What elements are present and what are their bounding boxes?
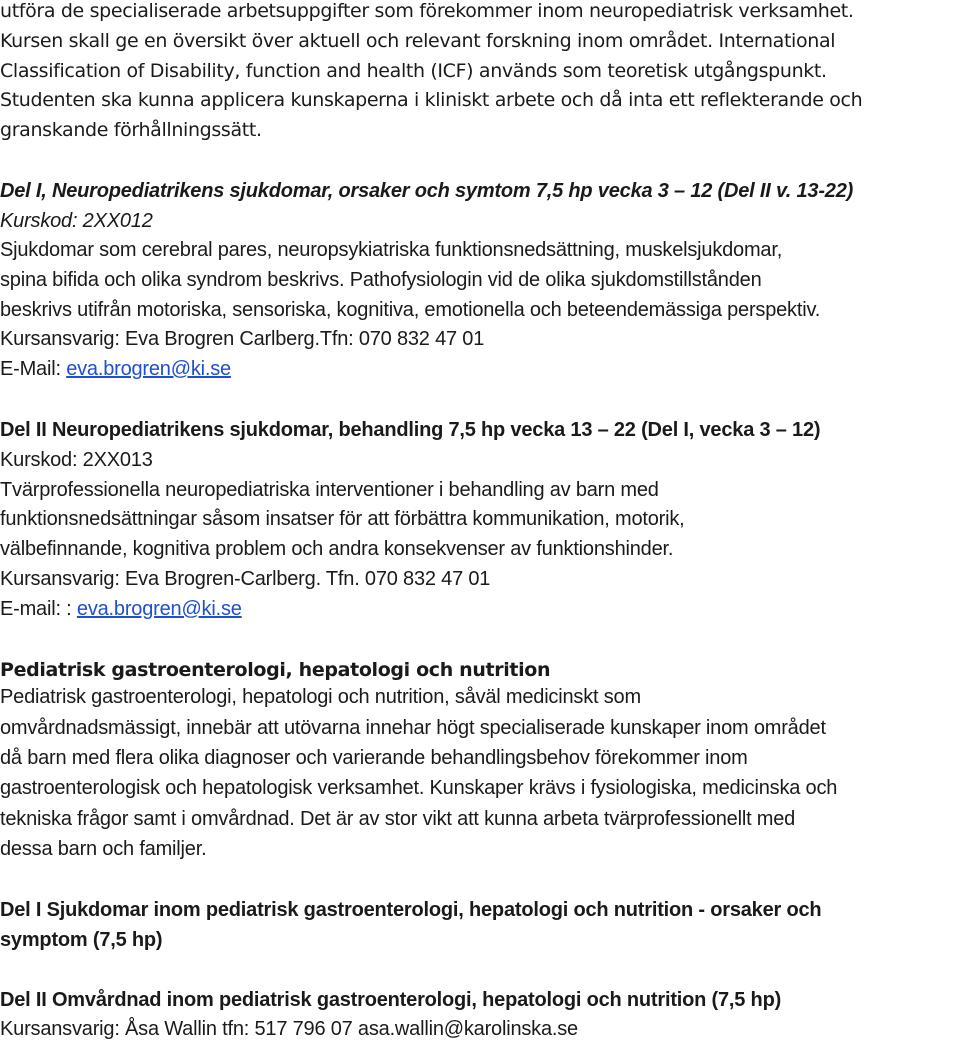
gastro-line: omvårdnadsmässigt, innebär att utövarna innehar högt specialiserade kunskaper inom området bbox=[0, 717, 826, 739]
del2-email-link[interactable]: eva.brogren@ki.se bbox=[76, 598, 242, 620]
intro-line: Classification of Disability, function and health (ICF) används som teoretisk utgångspunkt. bbox=[0, 60, 827, 82]
del1-email-row bbox=[0, 355, 231, 383]
gastro-part1-heading: Del I Sjukdomar inom pediatrisk gastroenterologi, hepatologi och nutrition - orsaker och bbox=[0, 899, 822, 921]
del2-line: Tvärprofessionella neuropediatriska interventioner i behandling av barn med bbox=[0, 479, 659, 501]
del1-email-link[interactable]: eva.brogren@ki.se bbox=[66, 358, 231, 380]
gastro-line: Pediatrisk gastroenterologi, hepatologi och nutrition, såväl medicinskt som bbox=[0, 686, 641, 708]
del2-heading: Del II Neuropediatrikens sjukdomar, behandling 7,5 hp vecka 13 – 22 (Del I, vecka 3 – 12) bbox=[0, 419, 821, 441]
intro-line: Studenten ska kunna applicera kunskaperna i kliniskt arbete och då inta ett reflekterande och bbox=[0, 89, 863, 111]
del1-responsible: Kursansvarig: Eva Brogren Carlberg.Tfn: 070 832 47 01 bbox=[0, 328, 485, 350]
gastro-line: dessa barn och familjer. bbox=[0, 838, 207, 860]
del1-line: beskrivs utifrån motoriska, sensoriska, kognitiva, emotionella och beteendemässiga perspektiv. bbox=[0, 299, 821, 321]
del2-email-row bbox=[0, 595, 242, 623]
del2-line: funktionsnedsättningar såsom insatser för att förbättra kommunikation, motorik, bbox=[0, 508, 685, 530]
del1-line: spina bifida och olika syndrom beskrivs. Pathofysiologin vid de olika sjukdomstillstånden bbox=[0, 269, 762, 291]
del2-course-code: Kurskod: 2XX013 bbox=[0, 449, 153, 471]
del1-line: Sjukdomar som cerebral pares, neuropsykiatriska funktionsnedsättning, muskelsjukdomar, bbox=[0, 239, 783, 261]
intro-line: Kursen skall ge en översikt över aktuell och relevant forskning inom området. International bbox=[0, 30, 836, 52]
del1-email-label: E-Mail: bbox=[0, 358, 67, 380]
intro-line: utföra de specialiserade arbetsuppgifter som förekommer inom neuropediatrisk verksamhet. bbox=[0, 0, 854, 22]
intro-line: granskande förhållningssätt. bbox=[0, 119, 262, 141]
del2-line: välbefinnande, kognitiva problem och andra konsekvenser av funktionshinder. bbox=[0, 538, 674, 560]
gastro-part1-heading: symptom (7,5 hp) bbox=[0, 929, 163, 951]
del2-responsible: Kursansvarig: Eva Brogren-Carlberg. Tfn. 070 832 47 01 bbox=[0, 568, 491, 590]
gastro-line: gastroenterologisk och hepatologisk verksamhet. Kunskaper krävs i fysiologiska, medicinska och bbox=[0, 777, 838, 799]
gastro-heading: Pediatrisk gastroenterologi, hepatologi och nutrition bbox=[0, 659, 551, 681]
gastro-line: tekniska frågor samt i omvårdnad. Det är av stor vikt att kunna arbeta tvärprofessionellt med bbox=[0, 808, 796, 830]
gastro-responsible: Kursansvarig: Åsa Wallin tfn: 517 796 07 asa.wallin@karolinska.se bbox=[0, 1018, 578, 1040]
del2-email-label: E-mail: : bbox=[0, 598, 77, 620]
gastro-line: då barn med flera olika diagnoser och varierande behandlingsbehov förekommer inom bbox=[0, 747, 748, 769]
del1-heading: Del I, Neuropediatrikens sjukdomar, orsaker och symtom 7,5 hp vecka 3 – 12 (Del II v. 13-22) bbox=[0, 180, 854, 202]
del1-course-code: Kurskod: 2XX012 bbox=[0, 210, 153, 232]
gastro-part2-heading: Del II Omvårdnad inom pediatrisk gastroenterologi, hepatologi och nutrition (7,5 hp) bbox=[0, 989, 782, 1011]
